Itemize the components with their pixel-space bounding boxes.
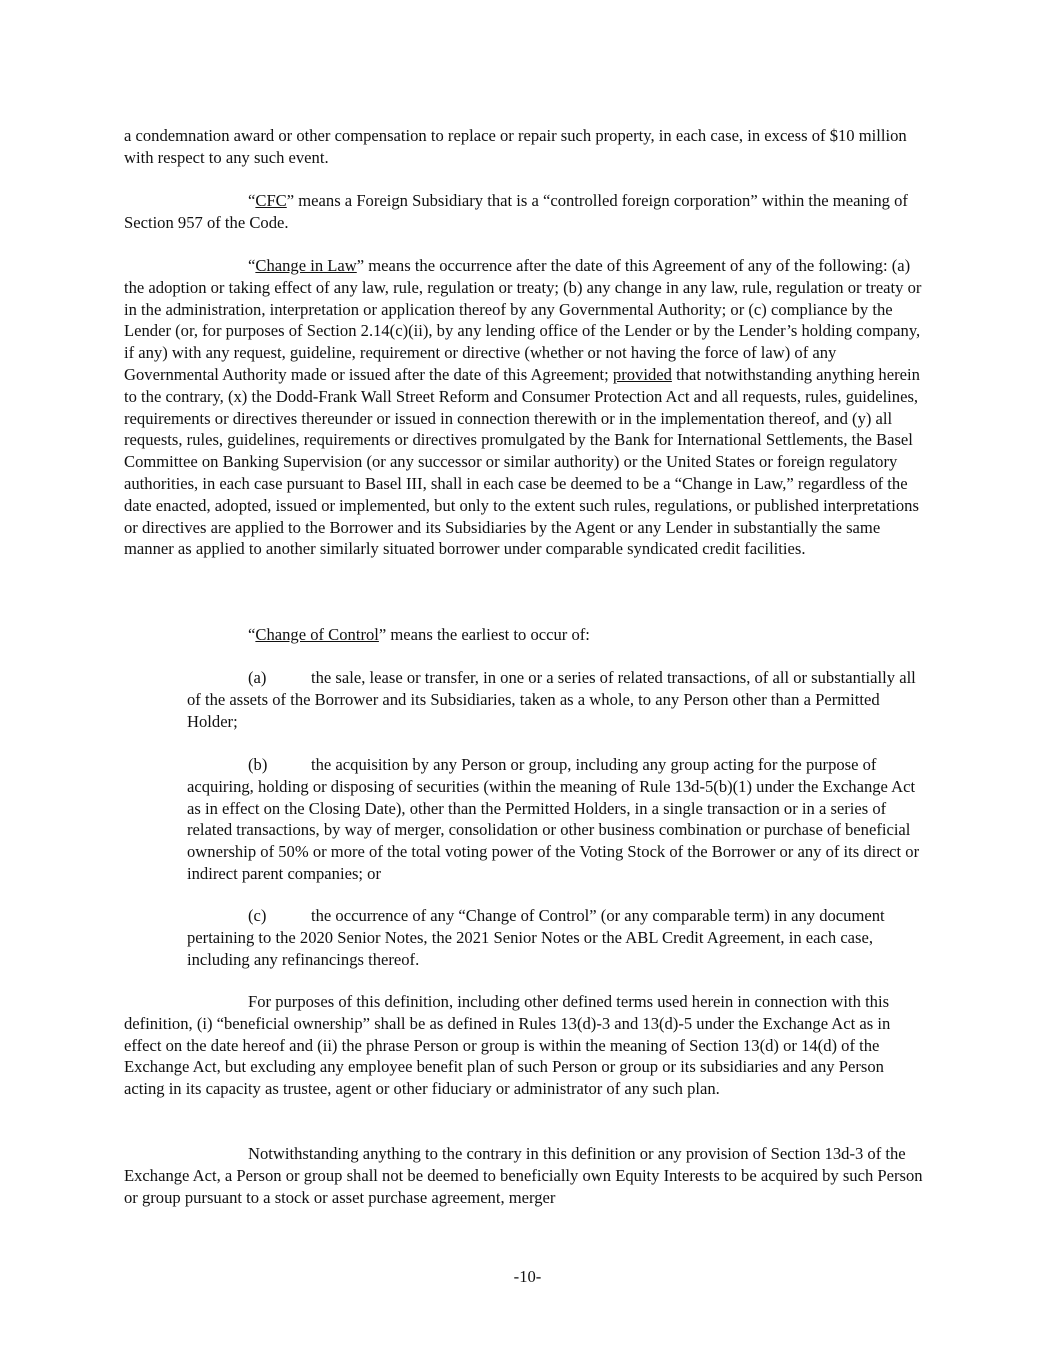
definition-change-of-control: “Change of Control” means the earliest to occur of: [248, 625, 590, 644]
defined-term-change-in-law: Change in Law [255, 256, 357, 275]
defined-term-cfc: CFC [255, 191, 287, 210]
paragraph-notwithstanding: Notwithstanding anything to the contrary in this definition or any provision of Section 13d-3 of the Exchange Act, a Person or group shall not be deemed to beneficially own Equity Interests to be acquired by such Person or group pursuant to a stock or asset purchase agreement, merger [124, 1144, 923, 1207]
definition-change-in-law: “Change in Law” means the occurrence after the date of this Agreement of any of the following: (a) the adoption or taking effect of any law, rule, regulation or treaty; (b) any change in any law, rule, regulation or treaty or in the administration, interpretation or application thereof by any Governmental Authority; or (c) compliance by the Lender (or, for purposes of Section 2.14(c)(ii), by any lending office of the Lender or by the Lender’s holding company, if any) with any request, guideline, requirement or directive (whether or not having the force of law) of any Governmental Authority made or issued after the date of this Agreement; provided that notwithstanding anything herein to the contrary, (x) the Dodd-Frank Wall Street Reform and Consumer Protection Act and all requests, rules, guidelines, requirements or directives thereunder or issued in connection therewith or in the implementation thereof, and (y) all requests, rules, guidelines, requirements or directives promulgated by the Bank for International Settlements, the Basel Committee on Banking Supervision (or any successor or similar authority) or the United States or foreign regulatory authorities, in each case pursuant to Basel III, shall in each case be deemed to be a “Change in Law,” regardless of the date enacted, adopted, issued or implemented, but only to the extent such rules, regulations, or published interpretations or directives are applied to the Borrower and its Subsidiaries by the Agent or any Lender in substantially the same manner as applied to another similarly situated borrower under comparable syndicated credit facilities. [124, 256, 922, 559]
paragraph-for-purposes: For purposes of this definition, including other defined terms used herein in connection with this definition, (i) “beneficial ownership” shall be as defined in Rules 13(d)-3 and 13(d)-5 under the Exchange Act as in effect on the date hereof and (ii) the phrase Person or group is within the meaning of Section 13(d) or 14(d) of the Exchange Act, but excluding any employee benefit plan of such Person or group or its subsidiaries and any Person acting in its capacity as trustee, agent or other fiduciary or administrator of any such plan. [124, 992, 891, 1099]
paragraph-continuation: a condemnation award or other compensation to replace or repair such property, in each case, in excess of $10 million with respect to any such event. [124, 126, 907, 167]
clause-c: (c) the occurrence of any “Change of Control” (or any comparable term) in any document pertaining to the 2020 Senior Notes, the 2021 Senior Notes or the ABL Credit Agreement, in each case, including any refinancings thereof. [187, 906, 885, 969]
clause-a: (a) the sale, lease or transfer, in one or a series of related transactions, of all or substantially all of the assets of the Borrower and its Subsidiaries, taken as a whole, to any Person other than a Permitted Holder; [187, 668, 916, 731]
provided-term: provided [612, 364, 672, 384]
clause-label: (a) [248, 668, 267, 687]
clause-label: (b) [248, 755, 268, 774]
defined-term-change-of-control: Change of Control [255, 625, 379, 644]
clause-b: (b) the acquisition by any Person or group, including any group acting for the purpose of acquiring, holding or disposing of securities (within the meaning of Rule 13d-5(b)(1) under the Exchange Act as in effect on the Closing Date), other than the Permitted Holders, in a single transaction or in a series of related transactions, by way of merger, consolidation or other business combination or purchase of beneficial ownership of 50% or more of the total voting power of the Voting Stock of the Borrower or any of its direct or indirect parent companies; or [187, 755, 920, 883]
page-number: -10- [513, 1267, 542, 1286]
definition-cfc: “CFC” means a Foreign Subsidiary that is a “controlled foreign corporation” within the meaning of Section 957 of the Code. [124, 191, 908, 232]
clause-label: (c) [248, 906, 267, 925]
